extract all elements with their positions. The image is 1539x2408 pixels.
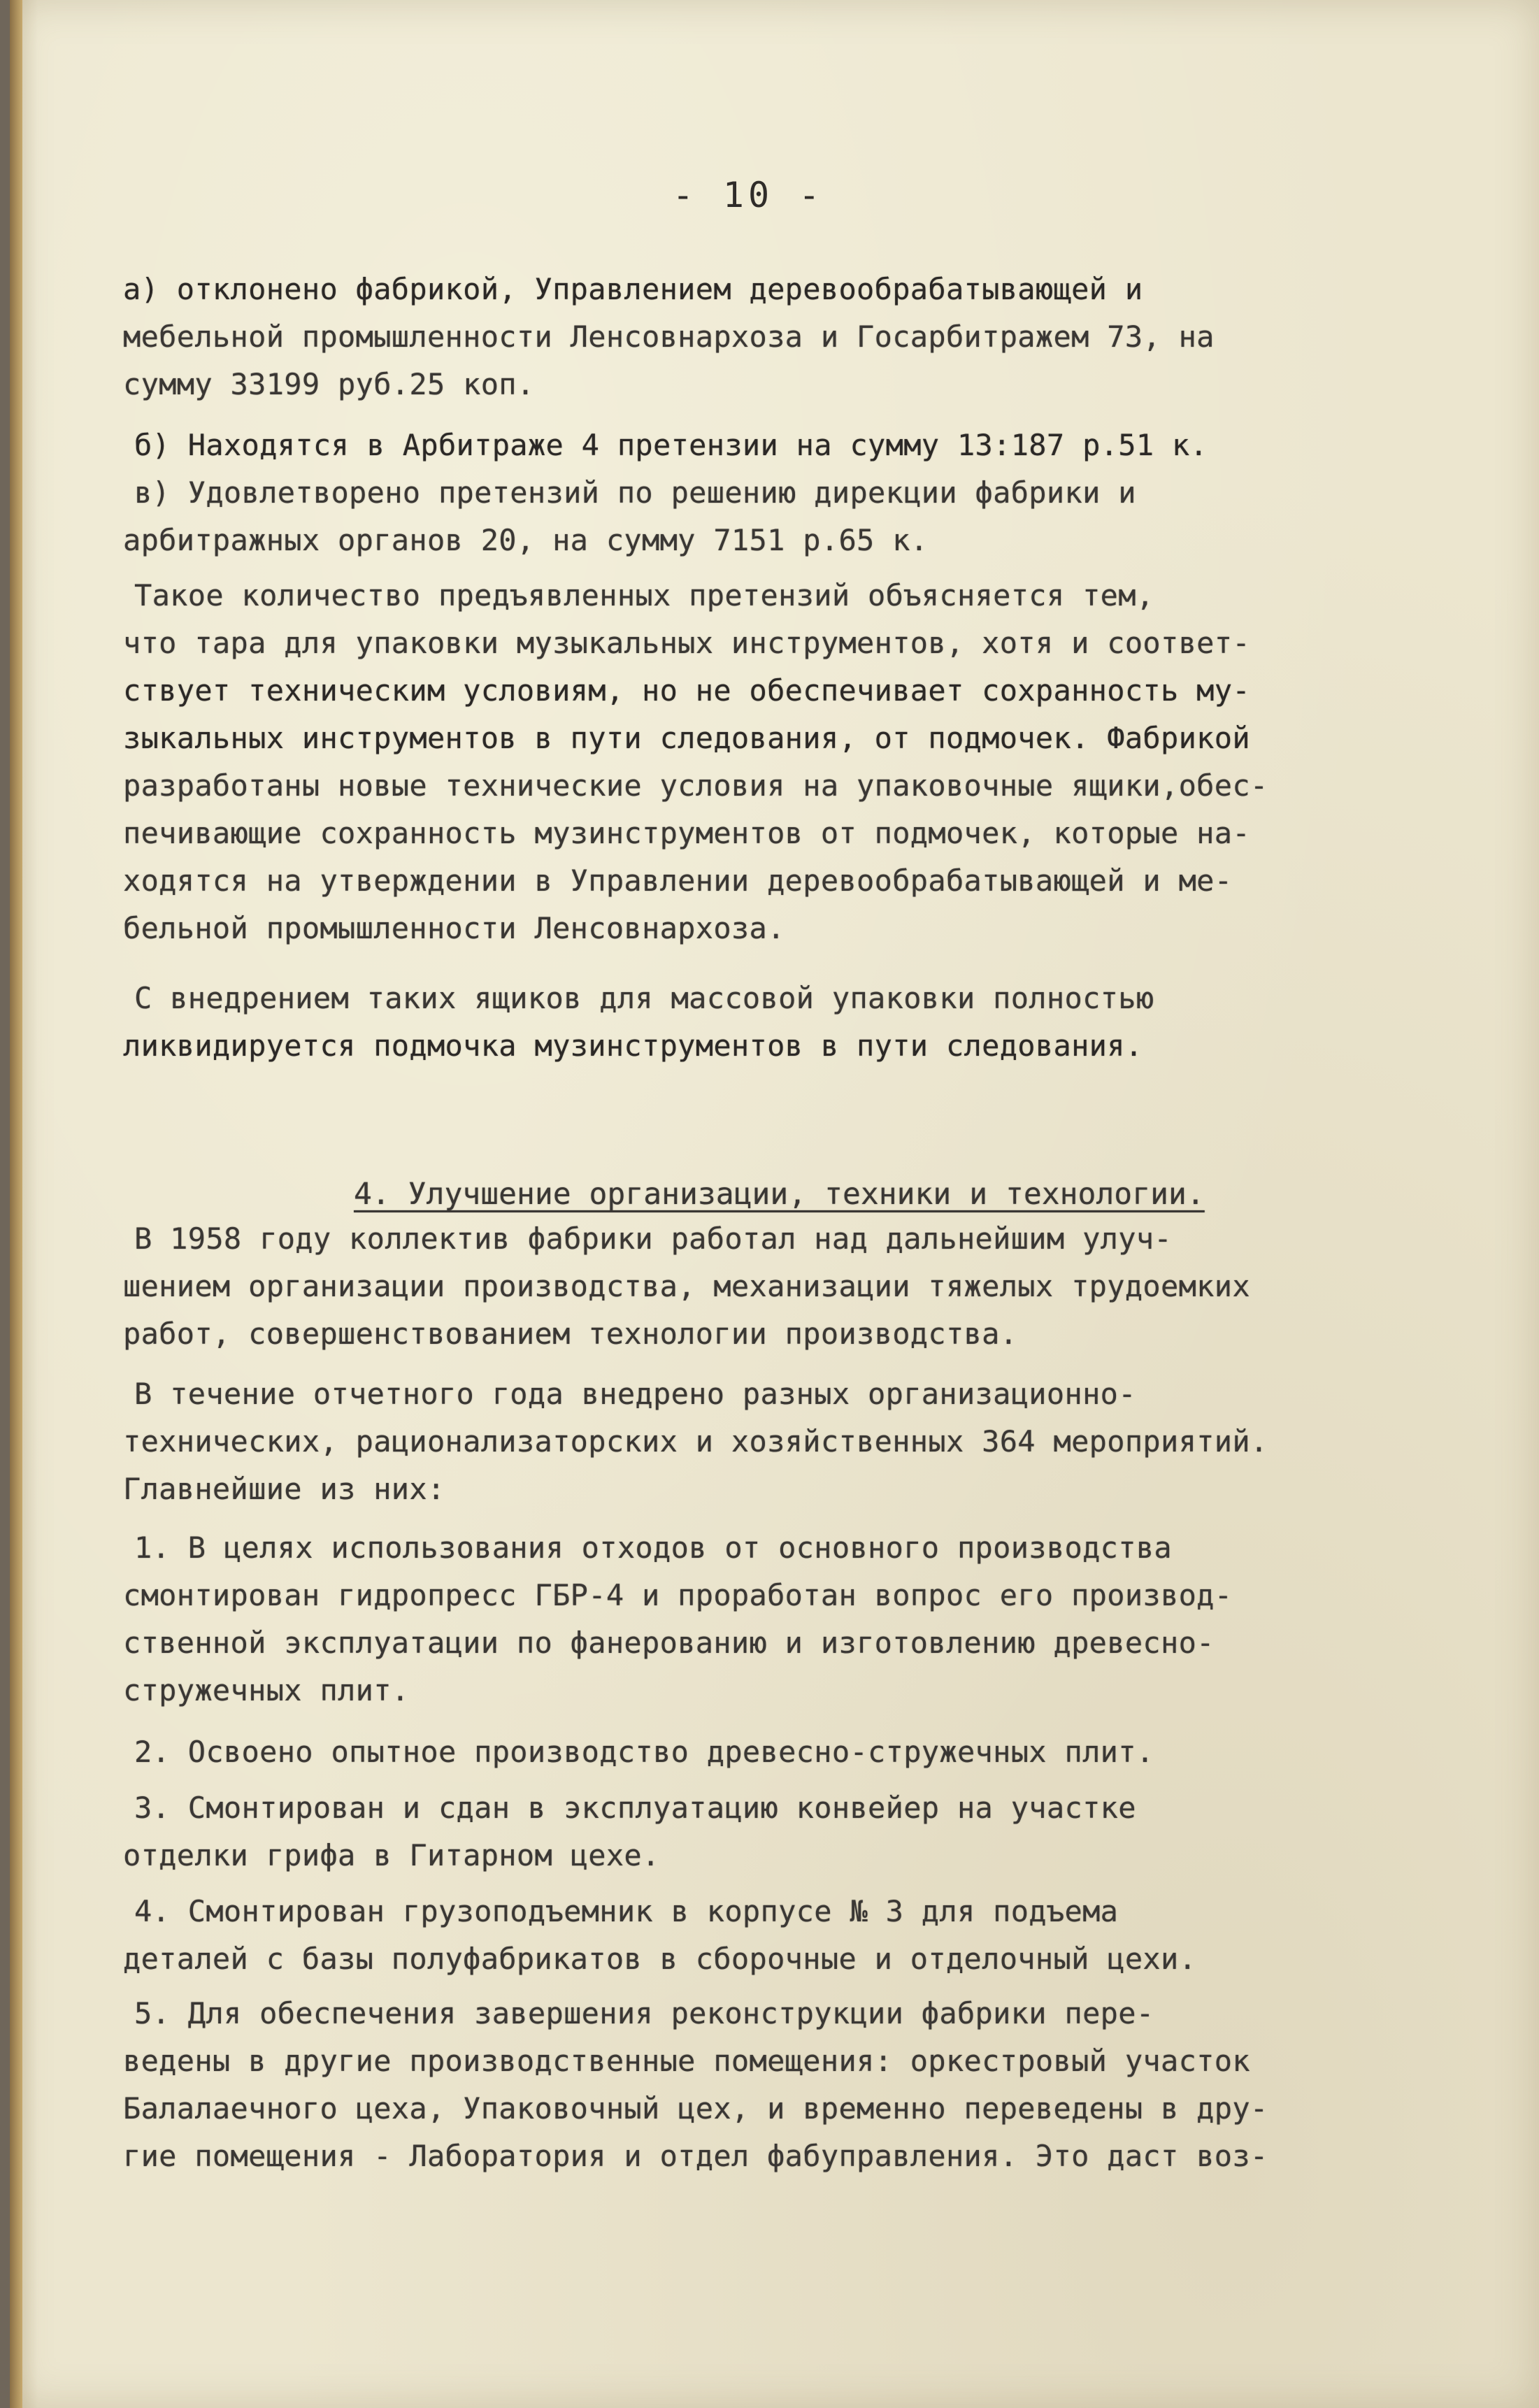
- text-line: 3. Смонтирован и сдан в эксплуатацию конвейер на участке: [134, 1791, 1136, 1825]
- text-line: Главнейшие из них:: [123, 1472, 445, 1506]
- text-line: а) отклонено фабрикой, Управлением деревообрабатывающей и: [123, 272, 1143, 306]
- text-line: 1. В целях использования отходов от основного производства: [134, 1531, 1172, 1565]
- text-line: 2. Освоено опытное производство древесно-стружечных плит.: [134, 1735, 1154, 1769]
- text-line: ликвидируется подмочка музинструментов в пути следования.: [123, 1029, 1143, 1063]
- text-line: гие помещения - Лаборатория и отдел фабуправления. Это даст воз-: [123, 2139, 1268, 2173]
- text-line: отделки грифа в Гитарном цехе.: [123, 1838, 660, 1872]
- text-line: технических, рационализаторских и хозяйственных 364 мероприятий.: [123, 1424, 1268, 1459]
- page-number: - 10 -: [672, 175, 824, 215]
- binding-edge: [10, 0, 22, 2408]
- text-line: что тара для упаковки музыкальных инструментов, хотя и соответ-: [123, 626, 1250, 660]
- text-line: С внедрением таких ящиков для массовой упаковки полностью: [134, 981, 1154, 1015]
- section-heading: 4. Улучшение организации, техники и технологии.: [354, 1177, 1205, 1212]
- text-line: б) Находятся в Арбитраже 4 претензии на сумму 13:187 р.51 к.: [134, 428, 1208, 462]
- text-line: Балалаечного цеха, Упаковочный цех, и временно переведены в дру-: [123, 2091, 1268, 2126]
- text-line: мебельной промышленности Ленсовнархоза и Госарбитражем 73, на: [123, 320, 1215, 354]
- text-line: бельной промышленности Ленсовнархоза.: [123, 911, 785, 945]
- text-line: разработаны новые технические условия на упаковочные ящики,обес-: [123, 768, 1268, 803]
- text-line: ствует техническим условиям, но не обеспечивает сохранность му-: [123, 673, 1250, 708]
- text-line: зыкальных инструментов в пути следования, от подмочек. Фабрикой: [123, 721, 1250, 755]
- text-line: арбитражных органов 20, на сумму 7151 р.65 к.: [123, 523, 929, 557]
- text-line: В 1958 году коллектив фабрики работал над дальнейшим улуч-: [134, 1221, 1172, 1256]
- text-line: 5. Для обеспечения завершения реконструкции фабрики пере-: [134, 1996, 1154, 2030]
- text-line: работ, совершенствованием технологии производства.: [123, 1317, 1018, 1351]
- text-line: ведены в другие производственные помещения: оркестровый участок: [123, 2044, 1250, 2078]
- text-line: печивающие сохранность музинструментов от подмочек, которые на-: [123, 816, 1250, 850]
- text-line: деталей с базы полуфабрикатов в сборочные и отделочный цехи.: [123, 1942, 1197, 1976]
- document-page: [10, 0, 1539, 2408]
- text-line: сумму 33199 руб.25 коп.: [123, 367, 535, 401]
- text-line: ходятся на утверждении в Управлении деревообрабатывающей и ме-: [123, 863, 1233, 898]
- text-line: смонтирован гидропресс ГБР-4 и проработан вопрос его производ-: [123, 1578, 1233, 1612]
- text-line: шением организации производства, механизации тяжелых трудоемких: [123, 1269, 1250, 1303]
- text-line: в) Удовлетворено претензий по решению дирекции фабрики и: [134, 475, 1136, 510]
- text-line: В течение отчетного года внедрено разных организационно-: [134, 1377, 1136, 1411]
- text-line: стружечных плит.: [123, 1673, 410, 1707]
- text-line: 4. Смонтирован грузоподъемник в корпусе № 3 для подъема: [134, 1894, 1119, 1928]
- text-line: ственной эксплуатации по фанерованию и изготовлению древесно-: [123, 1626, 1215, 1660]
- text-line: Такое количество предъявленных претензий объясняется тем,: [134, 578, 1154, 612]
